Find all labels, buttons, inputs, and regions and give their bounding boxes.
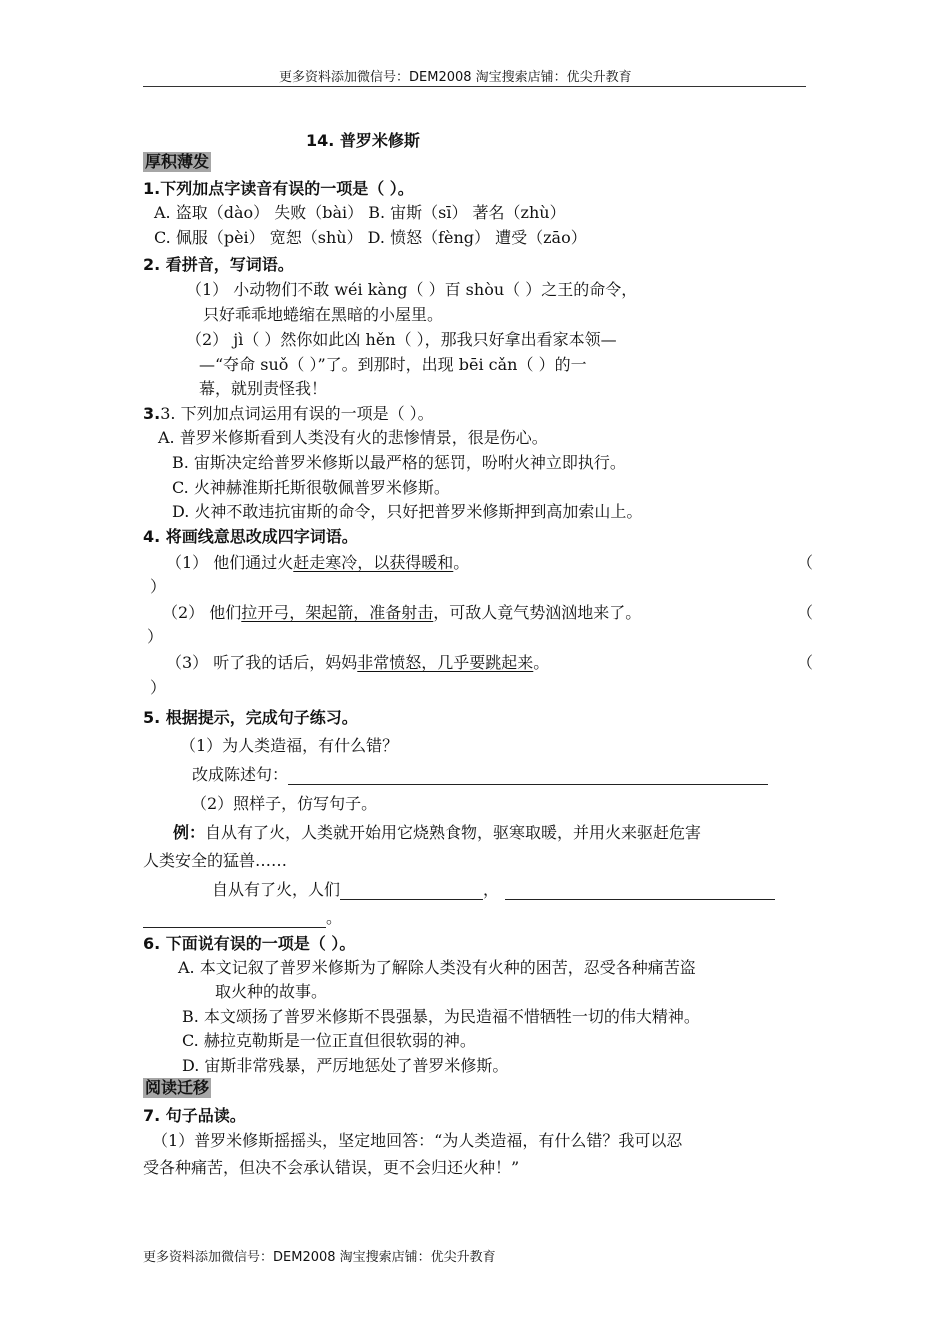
q1-line2: C. 佩服（pèi） 宽恕（shù） D. 愤怒（fèng） 遭受（zāo） [154,228,587,247]
header-text: 更多资料添加微信号：DEM2008 淘宝搜索店铺：优尖升教育 [279,70,632,85]
q4-item1 [166,550,469,573]
q5-p2: （2）照样子，仿写句子。 [191,794,378,813]
q6-option-a-line1: A. 本文记叙了普罗米修斯为了解除人类没有火种的困苦，忍受各种痛苦盗 [178,958,696,977]
q4-item1-underlined: 赶走寒冷，以获得暖和 [293,553,454,572]
q7-line1: （1）普罗米修斯摇摇头，坚定地回答：“为人类造福，有什么错？我可以忍 [152,1131,683,1150]
q4-item3-underlined: 非常愤怒，几乎要跳起来 [357,653,534,672]
q6-option-a-line2: 取火种的故事。 [215,982,328,1001]
q7-stem: 7. 句子品读。 [143,1106,246,1125]
q4-item1-post: 。 [453,553,470,572]
q5-example-label: 例： [173,823,206,842]
q2-p1-line2: 只好乖乖地蜷缩在黑暗的小屋里。 [203,305,444,324]
q5-example-line1 [173,820,701,843]
q4-item2-paren-close: ） [147,627,164,646]
q5-fill-blank-3[interactable] [143,911,326,928]
q5-fill-line [212,877,775,900]
q2-p2-line1: （2） jì（ ）然你如此凶 hěn（ ），那我只好拿出看家本领— [186,330,617,349]
q4-item2-pre: （2） 他们 [162,603,242,622]
header-rule [143,86,806,87]
q4-item1-pre: （1） 他们通过火 [166,553,294,572]
q7-line2: 受各种痛苦，但决不会承认错误，更不会归还火种！” [143,1158,520,1177]
q3-option-b: B. 宙斯决定给普罗米修斯以最严格的惩罚，吩咐火神立即执行。 [172,453,626,472]
q2-stem: 2. 看拼音，写词语。 [143,255,294,274]
section-heading-1: 厚积薄发 [145,152,210,171]
page-title: 14. 普罗米修斯 [306,131,420,150]
q3-stem: 3.3. 下列加点词运用有误的一项是（ ）。 [143,404,434,423]
q2-p2-line3: 幕，就别责怪我！ [199,379,328,398]
q5-example-text1: 自从有了火，人类就开始用它烧熟食物，驱寒取暖，并用火来驱赶危害 [205,823,702,842]
q1-line1: A. 盗取（dào） 失败（bài） B. 宙斯（sī） 著名（zhù） [154,203,566,222]
q5-p1-label: 改成陈述句： [192,765,289,784]
footer-text: 更多资料添加微信号：DEM2008 淘宝搜索店铺：优尖升教育 [143,1250,496,1265]
q5-fill-line2 [143,905,342,928]
q5-fill-prefix: 自从有了火，人们 [212,880,341,899]
q6-option-d: D. 宙斯非常残暴，严厉地惩处了普罗米修斯。 [182,1056,509,1075]
q5-example-line2: 人类安全的猛兽…… [143,851,288,870]
q1-stem: 1.下列加点字读音有误的一项是（ ）。 [143,179,414,198]
q4-item2-post: ，可敌人竟气势汹汹地来了。 [433,603,642,622]
q6-stem: 6. 下面说有误的一项是（ ）。 [143,934,356,953]
q4-item2 [162,600,641,623]
q3-option-d: D. 火神不敢违抗宙斯的命令，只好把普罗米修斯押到高加索山上。 [172,502,643,521]
q4-item1-paren-open: （ [797,553,814,572]
q3-option-a: A. 普罗米修斯看到人类没有火的悲惨情景，很是伤心。 [158,428,548,447]
q4-item3-pre: （3） 听了我的话后，妈妈 [166,653,358,672]
q3-option-c: C. 火神赫淮斯托斯很敬佩普罗米修斯。 [172,478,450,497]
q4-item2-underlined: 拉开弓，架起箭，准备射击 [241,603,434,622]
q4-item3 [166,650,549,673]
q6-option-c: C. 赫拉克勒斯是一位正直但很软弱的神。 [182,1031,476,1050]
q4-item3-paren-close: ） [150,678,167,697]
q5-fill-comma: ， [483,880,500,899]
section-heading-2: 阅读迁移 [145,1078,210,1097]
q4-item3-paren-open: （ [797,653,814,672]
q5-p1: （1）为人类造福，有什么错？ [180,736,399,755]
q4-item3-post: 。 [533,653,550,672]
q6-option-b: B. 本文颂扬了普罗米修斯不畏强暴，为民造福不惜牺牲一切的伟大精神。 [182,1007,700,1026]
q5-fill-blank-1[interactable] [340,883,483,900]
q2-p1-line1: （1） 小动物们不敢 wéi kàng（ ）百 shòu（ ）之王的命令， [186,280,638,299]
q4-item1-paren-close: ） [150,577,167,596]
q5-p1-answer [192,762,768,785]
q3-stem-text: 3. 下列加点词运用有误的一项是（ ）。 [160,404,434,423]
q5-p1-blank[interactable] [288,768,768,785]
q5-fill-blank-2[interactable] [505,883,775,900]
q5-stem: 5. 根据提示，完成句子练习。 [143,708,358,727]
q4-item2-paren-open: （ [797,603,814,622]
q4-stem: 4. 将画线意思改成四字词语。 [143,527,358,546]
q2-p2-line2: —“夺命 suǒ（ ）”了。到那时，出现 bēi cǎn（ ）的一 [199,355,587,374]
q5-fill-end: 。 [326,908,343,927]
